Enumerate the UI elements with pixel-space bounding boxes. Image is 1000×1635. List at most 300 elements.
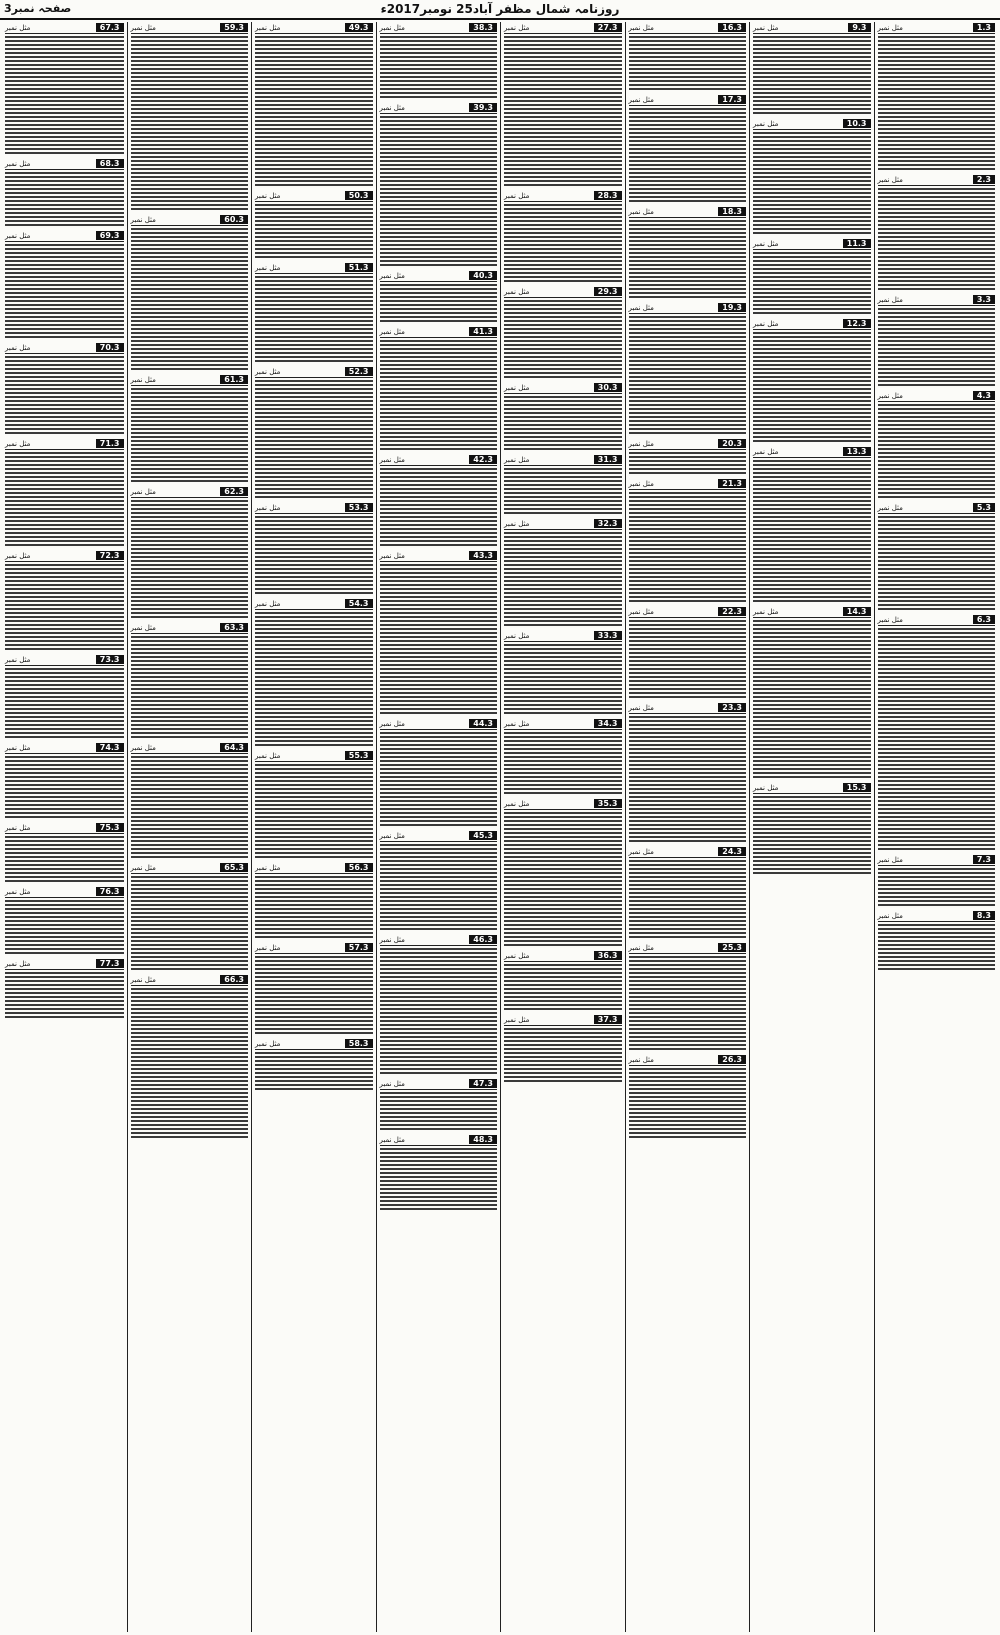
notice-label: مثل نمبر <box>255 943 281 952</box>
legal-notice <box>380 102 498 268</box>
notice-label: مثل نمبر <box>628 23 654 32</box>
notice-body-text <box>131 500 249 620</box>
notice-label: مثل نمبر <box>130 215 156 224</box>
legal-notice <box>504 1014 622 1084</box>
notice-label: مثل نمبر <box>877 855 903 864</box>
legal-notice <box>5 158 124 228</box>
legal-notice <box>629 478 747 604</box>
notice-label: مثل نمبر <box>130 623 156 632</box>
notice-number-badge: 69.3 <box>96 231 124 240</box>
notice-label: مثل نمبر <box>379 935 405 944</box>
legal-notice <box>131 486 249 620</box>
notice-body-text <box>5 564 124 652</box>
notice-number-badge: 47.3 <box>469 1079 497 1088</box>
notice-label: مثل نمبر <box>379 23 405 32</box>
legal-notice <box>629 206 747 300</box>
notice-body-text <box>504 204 622 284</box>
notice-label: مثل نمبر <box>504 951 530 960</box>
legal-notice <box>5 886 124 956</box>
notice-body-text <box>753 252 871 316</box>
notice-body-text <box>380 340 498 452</box>
notice-column <box>874 22 999 1632</box>
notice-column <box>2 22 127 1632</box>
notice-number-badge: 51.3 <box>345 263 373 272</box>
notice-body-text <box>629 36 747 92</box>
notice-label: مثل نمبر <box>255 751 281 760</box>
notice-number-badge: 56.3 <box>345 863 373 872</box>
legal-notice <box>5 822 124 884</box>
notice-body-text <box>5 668 124 740</box>
notice-header <box>504 22 622 34</box>
legal-notice <box>131 742 249 860</box>
notice-body-text <box>753 332 871 444</box>
notice-body-text <box>504 300 622 380</box>
notice-number-badge: 59.3 <box>220 23 248 32</box>
notice-label: مثل نمبر <box>628 847 654 856</box>
notice-number-badge: 6.3 <box>973 615 995 624</box>
notice-column <box>625 22 750 1632</box>
notice-header <box>255 942 373 954</box>
notice-body-text <box>753 132 871 236</box>
notice-header <box>380 22 498 34</box>
notice-label: مثل نمبر <box>5 743 31 752</box>
notice-number-badge: 60.3 <box>220 215 248 224</box>
notice-body-text <box>380 1092 498 1132</box>
notice-body-text <box>878 868 996 908</box>
notice-number-badge: 36.3 <box>594 951 622 960</box>
notice-label: مثل نمبر <box>379 551 405 560</box>
notice-body-text <box>878 404 996 500</box>
notice-header <box>255 750 373 762</box>
notice-number-badge: 32.3 <box>594 519 622 528</box>
notice-number-badge: 2.3 <box>973 175 995 184</box>
notice-number-badge: 34.3 <box>594 719 622 728</box>
notice-header <box>878 614 996 626</box>
notice-header <box>5 886 124 898</box>
notice-body-text <box>753 796 871 876</box>
notice-column <box>749 22 874 1632</box>
notice-label: مثل نمبر <box>255 1039 281 1048</box>
legal-notice <box>629 702 747 844</box>
notice-body-text <box>504 964 622 1012</box>
notice-header <box>380 1134 498 1146</box>
notice-label: مثل نمبر <box>5 823 31 832</box>
notice-body-text <box>629 860 747 940</box>
legal-notice <box>255 862 373 940</box>
notice-body-text <box>504 532 622 628</box>
notice-number-badge: 76.3 <box>96 887 124 896</box>
notice-label: مثل نمبر <box>753 239 779 248</box>
notice-header <box>5 230 124 242</box>
notice-number-badge: 58.3 <box>345 1039 373 1048</box>
notice-label: مثل نمبر <box>753 783 779 792</box>
notice-number-badge: 66.3 <box>220 975 248 984</box>
notice-header <box>878 294 996 306</box>
notice-header <box>380 934 498 946</box>
notice-body-text <box>629 220 747 300</box>
legal-notice <box>5 550 124 652</box>
legal-notice <box>753 318 871 444</box>
notice-column <box>251 22 376 1632</box>
notice-body-text <box>131 876 249 972</box>
notice-header <box>504 382 622 394</box>
notice-number-badge: 39.3 <box>469 103 497 112</box>
legal-notice <box>504 950 622 1012</box>
legal-notice <box>131 214 249 372</box>
notice-number-badge: 4.3 <box>973 391 995 400</box>
notice-header <box>629 606 747 618</box>
notice-label: مثل نمبر <box>5 231 31 240</box>
notice-number-badge: 30.3 <box>594 383 622 392</box>
notice-body-text <box>255 612 373 748</box>
notice-header <box>5 22 124 34</box>
notice-body-text <box>878 188 996 292</box>
notice-label: مثل نمبر <box>753 319 779 328</box>
notice-number-badge: 43.3 <box>469 551 497 560</box>
notice-body-text <box>380 36 498 100</box>
legal-notice <box>753 606 871 780</box>
notice-body-text <box>255 956 373 1036</box>
notice-header <box>380 326 498 338</box>
notice-label: مثل نمبر <box>379 327 405 336</box>
notice-number-badge: 29.3 <box>594 287 622 296</box>
legal-notice <box>629 846 747 940</box>
legal-notice <box>5 342 124 436</box>
notice-header <box>255 598 373 610</box>
notice-body-text <box>380 1148 498 1212</box>
notice-header <box>5 822 124 834</box>
notice-label: مثل نمبر <box>628 607 654 616</box>
legal-notice <box>753 446 871 604</box>
notice-body-text <box>255 204 373 260</box>
masthead-rule <box>0 18 1000 20</box>
notice-header <box>255 862 373 874</box>
notice-header <box>504 630 622 642</box>
notice-body-text <box>629 452 747 476</box>
notice-label: مثل نمبر <box>877 503 903 512</box>
legal-notice <box>255 750 373 860</box>
notice-number-badge: 7.3 <box>973 855 995 864</box>
notice-label: مثل نمبر <box>877 391 903 400</box>
notice-number-badge: 57.3 <box>345 943 373 952</box>
notice-body-text <box>255 1052 373 1092</box>
legal-notice <box>5 742 124 820</box>
notice-label: مثل نمبر <box>255 599 281 608</box>
notice-body-text <box>255 876 373 940</box>
notice-header <box>878 174 996 186</box>
legal-notice <box>504 718 622 796</box>
newspaper-date-line: روزنامہ شمال مظفر آباد25 نومبر2017ء <box>380 2 620 16</box>
notice-body-text <box>878 308 996 388</box>
notice-number-badge: 25.3 <box>718 943 746 952</box>
notice-header <box>380 830 498 842</box>
notice-number-badge: 8.3 <box>973 911 995 920</box>
notice-body-text <box>380 116 498 268</box>
notice-header <box>131 374 249 386</box>
notice-header <box>131 862 249 874</box>
notice-number-badge: 11.3 <box>843 239 871 248</box>
notice-body-text <box>131 228 249 372</box>
legal-notice <box>629 606 747 700</box>
notice-label: مثل نمبر <box>628 207 654 216</box>
notice-label: مثل نمبر <box>5 655 31 664</box>
legal-notice <box>878 294 996 388</box>
notice-label: مثل نمبر <box>504 191 530 200</box>
notice-label: مثل نمبر <box>379 455 405 464</box>
legal-notice <box>629 94 747 204</box>
notice-number-badge: 63.3 <box>220 623 248 632</box>
legal-notice <box>5 438 124 548</box>
notice-body-text <box>131 756 249 860</box>
legal-notice <box>255 942 373 1036</box>
notice-number-badge: 16.3 <box>718 23 746 32</box>
notice-body-text <box>5 36 124 156</box>
notice-label: مثل نمبر <box>379 271 405 280</box>
legal-notice <box>380 270 498 324</box>
legal-notice <box>753 22 871 116</box>
legal-notice <box>380 22 498 100</box>
notice-body-text <box>629 956 747 1052</box>
notice-number-badge: 10.3 <box>843 119 871 128</box>
notice-body-text <box>5 172 124 228</box>
notice-header <box>753 22 871 34</box>
legal-notice <box>878 854 996 908</box>
notice-label: مثل نمبر <box>504 287 530 296</box>
notice-header <box>629 478 747 490</box>
notice-header <box>131 486 249 498</box>
notice-header <box>629 1054 747 1066</box>
notice-header <box>878 910 996 922</box>
notice-body-text <box>5 900 124 956</box>
notice-number-badge: 54.3 <box>345 599 373 608</box>
notice-label: مثل نمبر <box>379 1135 405 1144</box>
legal-notice <box>629 302 747 436</box>
legal-notice <box>380 1134 498 1212</box>
notice-body-text <box>753 460 871 604</box>
notice-body-text <box>504 812 622 948</box>
notice-number-badge: 71.3 <box>96 439 124 448</box>
notice-number-badge: 50.3 <box>345 191 373 200</box>
notice-body-text <box>504 1028 622 1084</box>
notice-label: مثل نمبر <box>628 95 654 104</box>
notice-header <box>753 238 871 250</box>
legal-notice <box>380 454 498 548</box>
notice-number-badge: 35.3 <box>594 799 622 808</box>
notice-header <box>753 606 871 618</box>
legal-notice <box>131 622 249 740</box>
notice-body-text <box>753 620 871 780</box>
legal-notice <box>629 942 747 1052</box>
notice-body-text <box>878 924 996 972</box>
notice-body-text <box>380 284 498 324</box>
notice-number-badge: 18.3 <box>718 207 746 216</box>
notice-header <box>878 22 996 34</box>
notice-header <box>255 502 373 514</box>
notice-label: مثل نمبر <box>504 23 530 32</box>
legal-notice <box>878 502 996 612</box>
legal-notice <box>504 190 622 284</box>
notice-number-badge: 68.3 <box>96 159 124 168</box>
notice-label: مثل نمبر <box>255 263 281 272</box>
notice-header <box>380 1078 498 1090</box>
notice-header <box>5 438 124 450</box>
legal-notice <box>380 830 498 932</box>
notice-number-badge: 37.3 <box>594 1015 622 1024</box>
notice-header <box>753 318 871 330</box>
notice-label: مثل نمبر <box>877 615 903 624</box>
legal-notice <box>5 654 124 740</box>
notice-number-badge: 3.3 <box>973 295 995 304</box>
notice-columns <box>2 22 998 1632</box>
notice-number-badge: 73.3 <box>96 655 124 664</box>
notice-body-text <box>380 732 498 828</box>
notice-body-text <box>629 1068 747 1140</box>
notice-label: مثل نمبر <box>628 943 654 952</box>
legal-notice <box>878 390 996 500</box>
notice-number-badge: 31.3 <box>594 455 622 464</box>
notice-label: مثل نمبر <box>5 343 31 352</box>
notice-body-text <box>629 716 747 844</box>
notice-body-text <box>753 36 871 116</box>
notice-label: مثل نمبر <box>5 551 31 560</box>
notice-body-text <box>5 244 124 340</box>
notice-label: مثل نمبر <box>753 447 779 456</box>
notice-number-badge: 67.3 <box>96 23 124 32</box>
legal-notice <box>380 718 498 828</box>
notice-label: مثل نمبر <box>255 863 281 872</box>
notice-header <box>5 958 124 970</box>
legal-notice <box>753 238 871 316</box>
notice-label: مثل نمبر <box>379 719 405 728</box>
notice-header <box>504 798 622 810</box>
notice-label: مثل نمبر <box>379 831 405 840</box>
notice-body-text <box>380 844 498 932</box>
notice-label: مثل نمبر <box>255 503 281 512</box>
notice-number-badge: 75.3 <box>96 823 124 832</box>
notice-number-badge: 1.3 <box>973 23 995 32</box>
notice-header <box>5 342 124 354</box>
notice-body-text <box>255 380 373 500</box>
notice-number-badge: 52.3 <box>345 367 373 376</box>
legal-notice <box>255 598 373 748</box>
legal-notice <box>629 438 747 476</box>
notice-number-badge: 53.3 <box>345 503 373 512</box>
notice-body-text <box>5 356 124 436</box>
legal-notice <box>255 262 373 364</box>
notice-header <box>504 454 622 466</box>
legal-notice <box>504 382 622 452</box>
notice-header <box>629 846 747 858</box>
notice-number-badge: 62.3 <box>220 487 248 496</box>
notice-body-text <box>131 636 249 740</box>
legal-notice <box>753 118 871 236</box>
notice-number-badge: 74.3 <box>96 743 124 752</box>
notice-label: مثل نمبر <box>504 799 530 808</box>
notice-header <box>131 22 249 34</box>
legal-notice <box>504 798 622 948</box>
notice-label: مثل نمبر <box>379 1079 405 1088</box>
notice-number-badge: 49.3 <box>345 23 373 32</box>
legal-notice <box>504 630 622 716</box>
notice-number-badge: 22.3 <box>718 607 746 616</box>
notice-header <box>629 302 747 314</box>
legal-notice <box>5 958 124 1020</box>
legal-notice <box>255 366 373 500</box>
legal-notice <box>131 862 249 972</box>
legal-notice <box>504 518 622 628</box>
notice-number-badge: 15.3 <box>843 783 871 792</box>
legal-notice <box>255 190 373 260</box>
notice-number-badge: 20.3 <box>718 439 746 448</box>
notice-body-text <box>255 276 373 364</box>
legal-notice <box>5 230 124 340</box>
notice-header <box>380 718 498 730</box>
notice-header <box>878 390 996 402</box>
legal-notice <box>504 454 622 516</box>
notice-number-badge: 41.3 <box>469 327 497 336</box>
notice-number-badge: 72.3 <box>96 551 124 560</box>
notice-label: مثل نمبر <box>5 887 31 896</box>
notice-column <box>376 22 501 1632</box>
notice-header <box>131 742 249 754</box>
notice-body-text <box>5 836 124 884</box>
notice-label: مثل نمبر <box>5 439 31 448</box>
legal-notice <box>629 22 747 92</box>
notice-body-text <box>380 564 498 716</box>
notice-header <box>753 446 871 458</box>
notice-label: مثل نمبر <box>504 383 530 392</box>
notice-header <box>878 502 996 514</box>
notice-header <box>380 102 498 114</box>
legal-notice <box>255 1038 373 1092</box>
notice-number-badge: 28.3 <box>594 191 622 200</box>
notice-label: مثل نمبر <box>504 631 530 640</box>
notice-header <box>629 206 747 218</box>
notice-header <box>255 262 373 274</box>
notice-label: مثل نمبر <box>628 479 654 488</box>
notice-body-text <box>504 396 622 452</box>
notice-number-badge: 12.3 <box>843 319 871 328</box>
notice-body-text <box>5 972 124 1020</box>
page-number: صفحہ نمبر3 <box>4 2 72 15</box>
notice-label: مثل نمبر <box>130 487 156 496</box>
notice-header <box>504 1014 622 1026</box>
notice-body-text <box>629 316 747 436</box>
notice-body-text <box>504 644 622 716</box>
notice-label: مثل نمبر <box>130 975 156 984</box>
notice-label: مثل نمبر <box>877 23 903 32</box>
notice-label: مثل نمبر <box>5 959 31 968</box>
notice-header <box>380 270 498 282</box>
notice-label: مثل نمبر <box>628 1055 654 1064</box>
notice-number-badge: 42.3 <box>469 455 497 464</box>
notice-number-badge: 9.3 <box>848 23 870 32</box>
notice-body-text <box>5 452 124 548</box>
notice-header <box>504 718 622 730</box>
legal-notice <box>504 286 622 380</box>
notice-header <box>255 366 373 378</box>
notice-body-text <box>504 36 622 188</box>
notice-header <box>753 782 871 794</box>
notice-number-badge: 14.3 <box>843 607 871 616</box>
notice-header <box>380 454 498 466</box>
notice-header <box>131 622 249 634</box>
notice-body-text <box>878 36 996 172</box>
notice-header <box>255 22 373 34</box>
notice-label: مثل نمبر <box>877 175 903 184</box>
notice-label: مثل نمبر <box>877 911 903 920</box>
legal-notice <box>504 22 622 188</box>
